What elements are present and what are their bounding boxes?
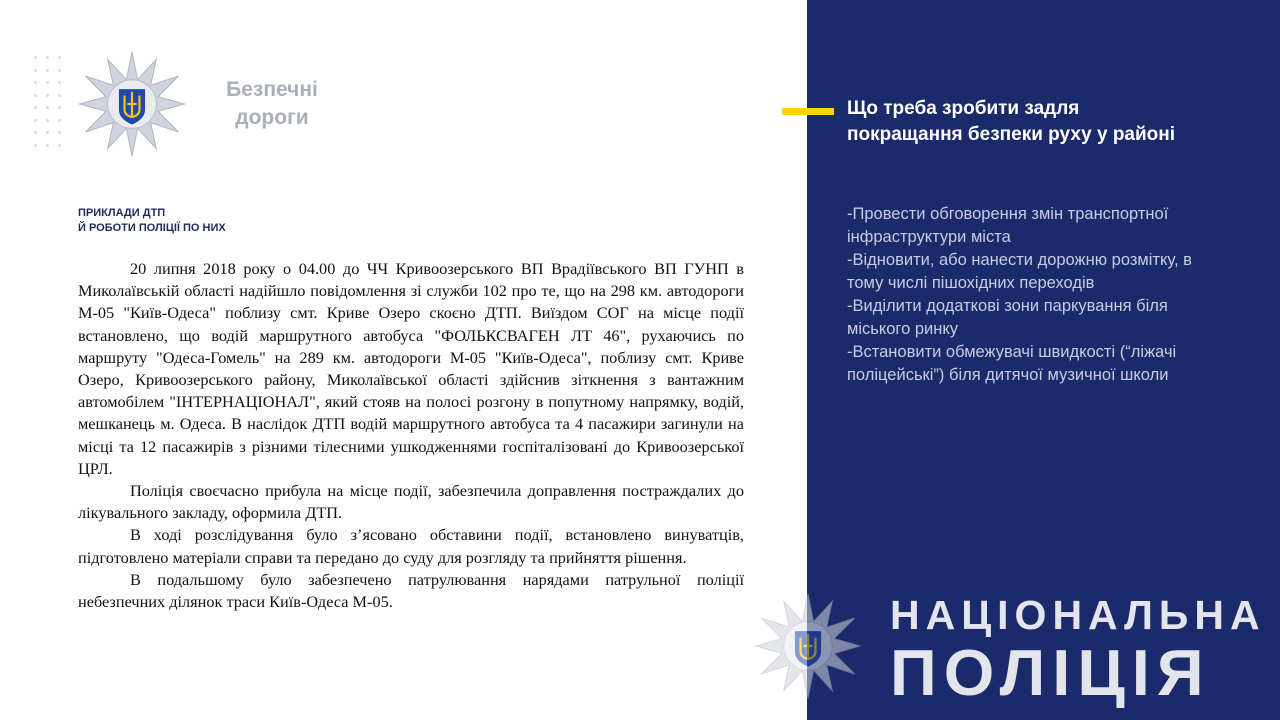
article-paragraph: В подальшому було забезпечено патрулювання нарядами патрульної поліції небезпечних ділянок траси Київ-Одеса М-05.: [78, 569, 744, 612]
brand-title: [216, 76, 328, 132]
footer-brand-line-2: ПОЛІЦІЯ: [890, 636, 1211, 709]
article-paragraph: В ході розслідування було з’ясовано обставини події, встановлено винуватців, підготовлено матеріали справи та передано до суду для розгляду та прийняття рішення.: [78, 525, 744, 567]
recommendation-item: -Встановити обмежувачі швидкості (“лiжачі поліцейські”) біля дитячої музичної школи: [847, 343, 1177, 384]
section-heading: [78, 206, 226, 236]
footer-brand-line-1: НАЦІОНАЛЬНА: [890, 592, 1266, 638]
article-paragraph: Поліція своєчасно прибула на місце події, забезпечила доправлення постраждалих до лікувального закладу, оформила ДТП.: [78, 481, 744, 523]
incident-article: [78, 258, 744, 613]
accent-bar: [782, 108, 834, 115]
police-star-emblem-icon: [76, 48, 188, 160]
recommendations-list: [847, 203, 1207, 387]
decorative-dot-grid: [30, 52, 66, 156]
footer-brand: [890, 592, 1266, 708]
brand-line-1: Безпечні: [226, 78, 318, 101]
recommendation-item: -Відновити, або нанести дорожню розмітку, в тому числі пішохідних переходів: [847, 251, 1192, 292]
recommendation-item: -Виділити додаткові зони паркування біля міського ринку: [847, 297, 1168, 338]
brand-line-2: дороги: [235, 106, 309, 129]
article-paragraph: 20 липня 2018 року о 04.00 до ЧЧ Кривоозерського ВП Врадіївського ВП ГУНП в Миколаївській області надійшло повідомлення зі служби 102 про те, що на 298 км. автодороги М-05 "Київ-Одеса" поблизу смт. Криве Озеро скоєно ДТП. Виїздом СОГ на місце події встановлено, що водій маршрутного автобуса "ФОЛЬКСВАГЕН ЛТ 46", рухаючись по маршруту "Одеса-Гомель" на 289 км. автодороги М-05 "Київ-Одеса", поблизу смт. Криве Озеро, Кривоозерського району, Миколаївської області здійснив зіткнення з вантажним автомобілем "ІНТЕРНАЦІОНАЛ", який стояв на полосі розгону в попутному напрямку, водій, мешканець м. Одеса. В наслідок ДТП водій маршрутного автобуса та 4 пасажири загинули на місці та 12 пасажирів з різними тілесними ушкодженнями госпіталізовані до Кривоозерської ЦРЛ.: [78, 259, 744, 478]
panel-title: Що треба зробити задля покращання безпеки руху у районі: [847, 98, 1176, 145]
section-heading-line-1: ПРИКЛАДИ ДТП: [78, 207, 166, 219]
section-heading-line-2: Й РОБОТИ ПОЛІЦІЇ ПО НИХ: [78, 222, 226, 234]
police-star-emblem-icon: [752, 590, 864, 702]
recommendation-item: -Провести обговорення змін транспортної інфраструктури міста: [847, 205, 1169, 246]
